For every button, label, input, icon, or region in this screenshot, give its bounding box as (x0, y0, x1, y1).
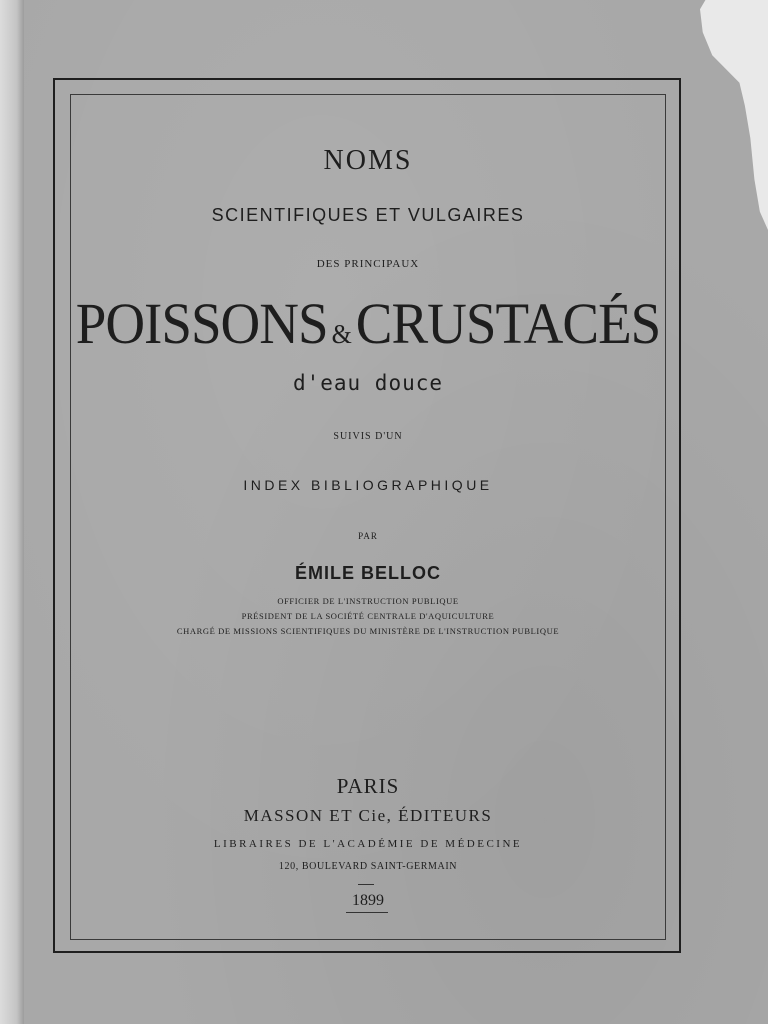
imprint-city: PARIS (336, 774, 400, 798)
main-title-poissons: POISSONS (75, 291, 328, 356)
heading-scientifiques: SCIENTIFIQUES ET VULGAIRES (211, 205, 525, 225)
line-par: PAR (358, 531, 378, 541)
line-suivis: SUIVIS D'UN (333, 431, 403, 442)
binding-edge (0, 0, 24, 1024)
subtitle: d'eau douce (292, 371, 444, 395)
heading-noms: NOMS (323, 145, 413, 176)
year-rule-top (358, 884, 374, 885)
main-title-crustaces: CRUSTACÉS (355, 291, 661, 356)
author-credential: CHARGÉ DE MISSIONS SCIENTIFIQUES DU MINISTÈRE DE L'INSTRUCTION PUBLIQUE (176, 626, 560, 636)
author-name: ÉMILE BELLOC (295, 563, 441, 583)
imprint-year: 1899 (352, 892, 384, 909)
main-title (60, 290, 676, 356)
imprint-publisher: MASSON ET Cie, ÉDITEURS (243, 806, 493, 825)
imprint-publisher-sub: LIBRAIRES DE L'ACADÉMIE DE MÉDECINE (213, 838, 523, 850)
line-index-bibliographique: INDEX BIBLIOGRAPHIQUE (243, 477, 493, 493)
imprint-address: 120, BOULEVARD SAINT-GERMAIN (278, 861, 458, 872)
author-credential: OFFICIER DE L'INSTRUCTION PUBLIQUE (277, 596, 459, 606)
heading-des-principaux: DES PRINCIPAUX (316, 258, 420, 270)
author-credential: PRÉSIDENT DE LA SOCIÉTÉ CENTRALE D'AQUICULTURE (241, 611, 495, 621)
year-rule-bottom (346, 912, 388, 913)
main-title-ampersand: & (331, 318, 352, 350)
